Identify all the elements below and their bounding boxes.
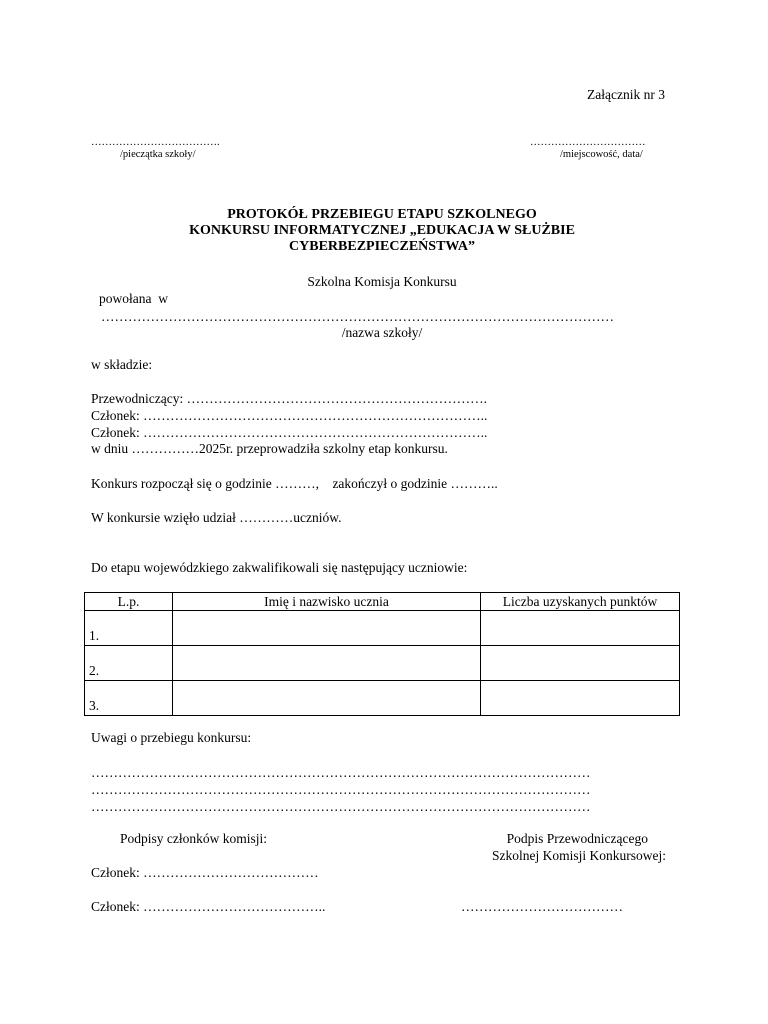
member-line-1: Członek: ………………………………………………………………….. (91, 408, 488, 423)
school-name-dots: …………………………………………………………………………………………………… (101, 309, 614, 324)
members-signatures-label: Podpisy członków komisji: (120, 831, 268, 846)
remarks-line-2: ………………………………………………………………………………………………… (91, 782, 591, 797)
title-line-3: CYBERBEZPIECZEŃSTWA” (289, 239, 475, 254)
row-lp: 1. (85, 611, 173, 646)
header-name: Imię i nazwisko ucznia (173, 593, 481, 611)
header-lp: L.p. (85, 593, 173, 611)
row-points-cell[interactable] (481, 646, 680, 681)
header-points: Liczba uzyskanych punktów (481, 593, 680, 611)
chair-signature-label-1: Podpis Przewodniczącego (506, 831, 648, 846)
chair-signature-dots: ……………………………… (461, 899, 623, 914)
committee-name: Szkolna Komisja Konkursu (307, 274, 457, 289)
times-line: Konkurs rozpoczął się o godzinie ………, zakończył o godzinie ……….. (91, 476, 498, 491)
participants-line: W konkursie wzięło udział …………uczniów. (91, 510, 342, 525)
row-name-cell[interactable] (173, 611, 481, 646)
table-row (85, 611, 680, 646)
qualified-intro: Do etapu wojewódzkiego zakwalifikowali się następujący uczniowie: (91, 560, 468, 575)
date-line: w dniu ……………2025r. przeprowadziła szkolny etap konkursu. (91, 441, 448, 456)
table-row (85, 681, 680, 716)
member-signature-2: Członek: ………………………………….. (91, 899, 326, 914)
stamp-label: /pieczątka szkoły/ (120, 149, 196, 160)
annex-label: Załącznik nr 3 (587, 87, 665, 102)
member-signature-1: Członek: ………………………………… (91, 865, 319, 880)
chair-line: Przewodniczący: …………………………………………………………. (91, 391, 487, 406)
appointed-label: powołana w (99, 291, 168, 306)
place-date-dots: …………………………… (530, 137, 646, 148)
school-name-label: /nazwa szkoły/ (341, 325, 423, 340)
row-name-cell[interactable] (173, 646, 481, 681)
chair-signature-label-2: Szkolnej Komisji Konkursowej: (492, 848, 666, 863)
row-name-cell[interactable] (173, 681, 481, 716)
place-date-label: /miejscowość, data/ (560, 149, 643, 160)
table-row (85, 646, 680, 681)
title-line-2: KONKURSU INFORMATYCZNEJ „EDUKACJA W SŁUŻBIE (189, 223, 575, 238)
stamp-dots: ………………………………. (91, 137, 220, 148)
row-points-cell[interactable] (481, 681, 680, 716)
member-line-2: Członek: ………………………………………………………………….. (91, 425, 488, 440)
remarks-label: Uwagi o przebiegu konkursu: (91, 730, 252, 745)
composition-label: w składzie: (91, 357, 153, 372)
table-header-row (85, 593, 680, 611)
row-lp: 2. (85, 646, 173, 681)
remarks-line-1: ………………………………………………………………………………………………… (91, 765, 591, 780)
title-line-1: PROTOKÓŁ PRZEBIEGU ETAPU SZKOLNEGO (227, 207, 537, 222)
row-lp: 3. (85, 681, 173, 716)
qualified-students-table (84, 592, 680, 716)
row-points-cell[interactable] (481, 611, 680, 646)
remarks-line-3: ………………………………………………………………………………………………… (91, 799, 591, 814)
